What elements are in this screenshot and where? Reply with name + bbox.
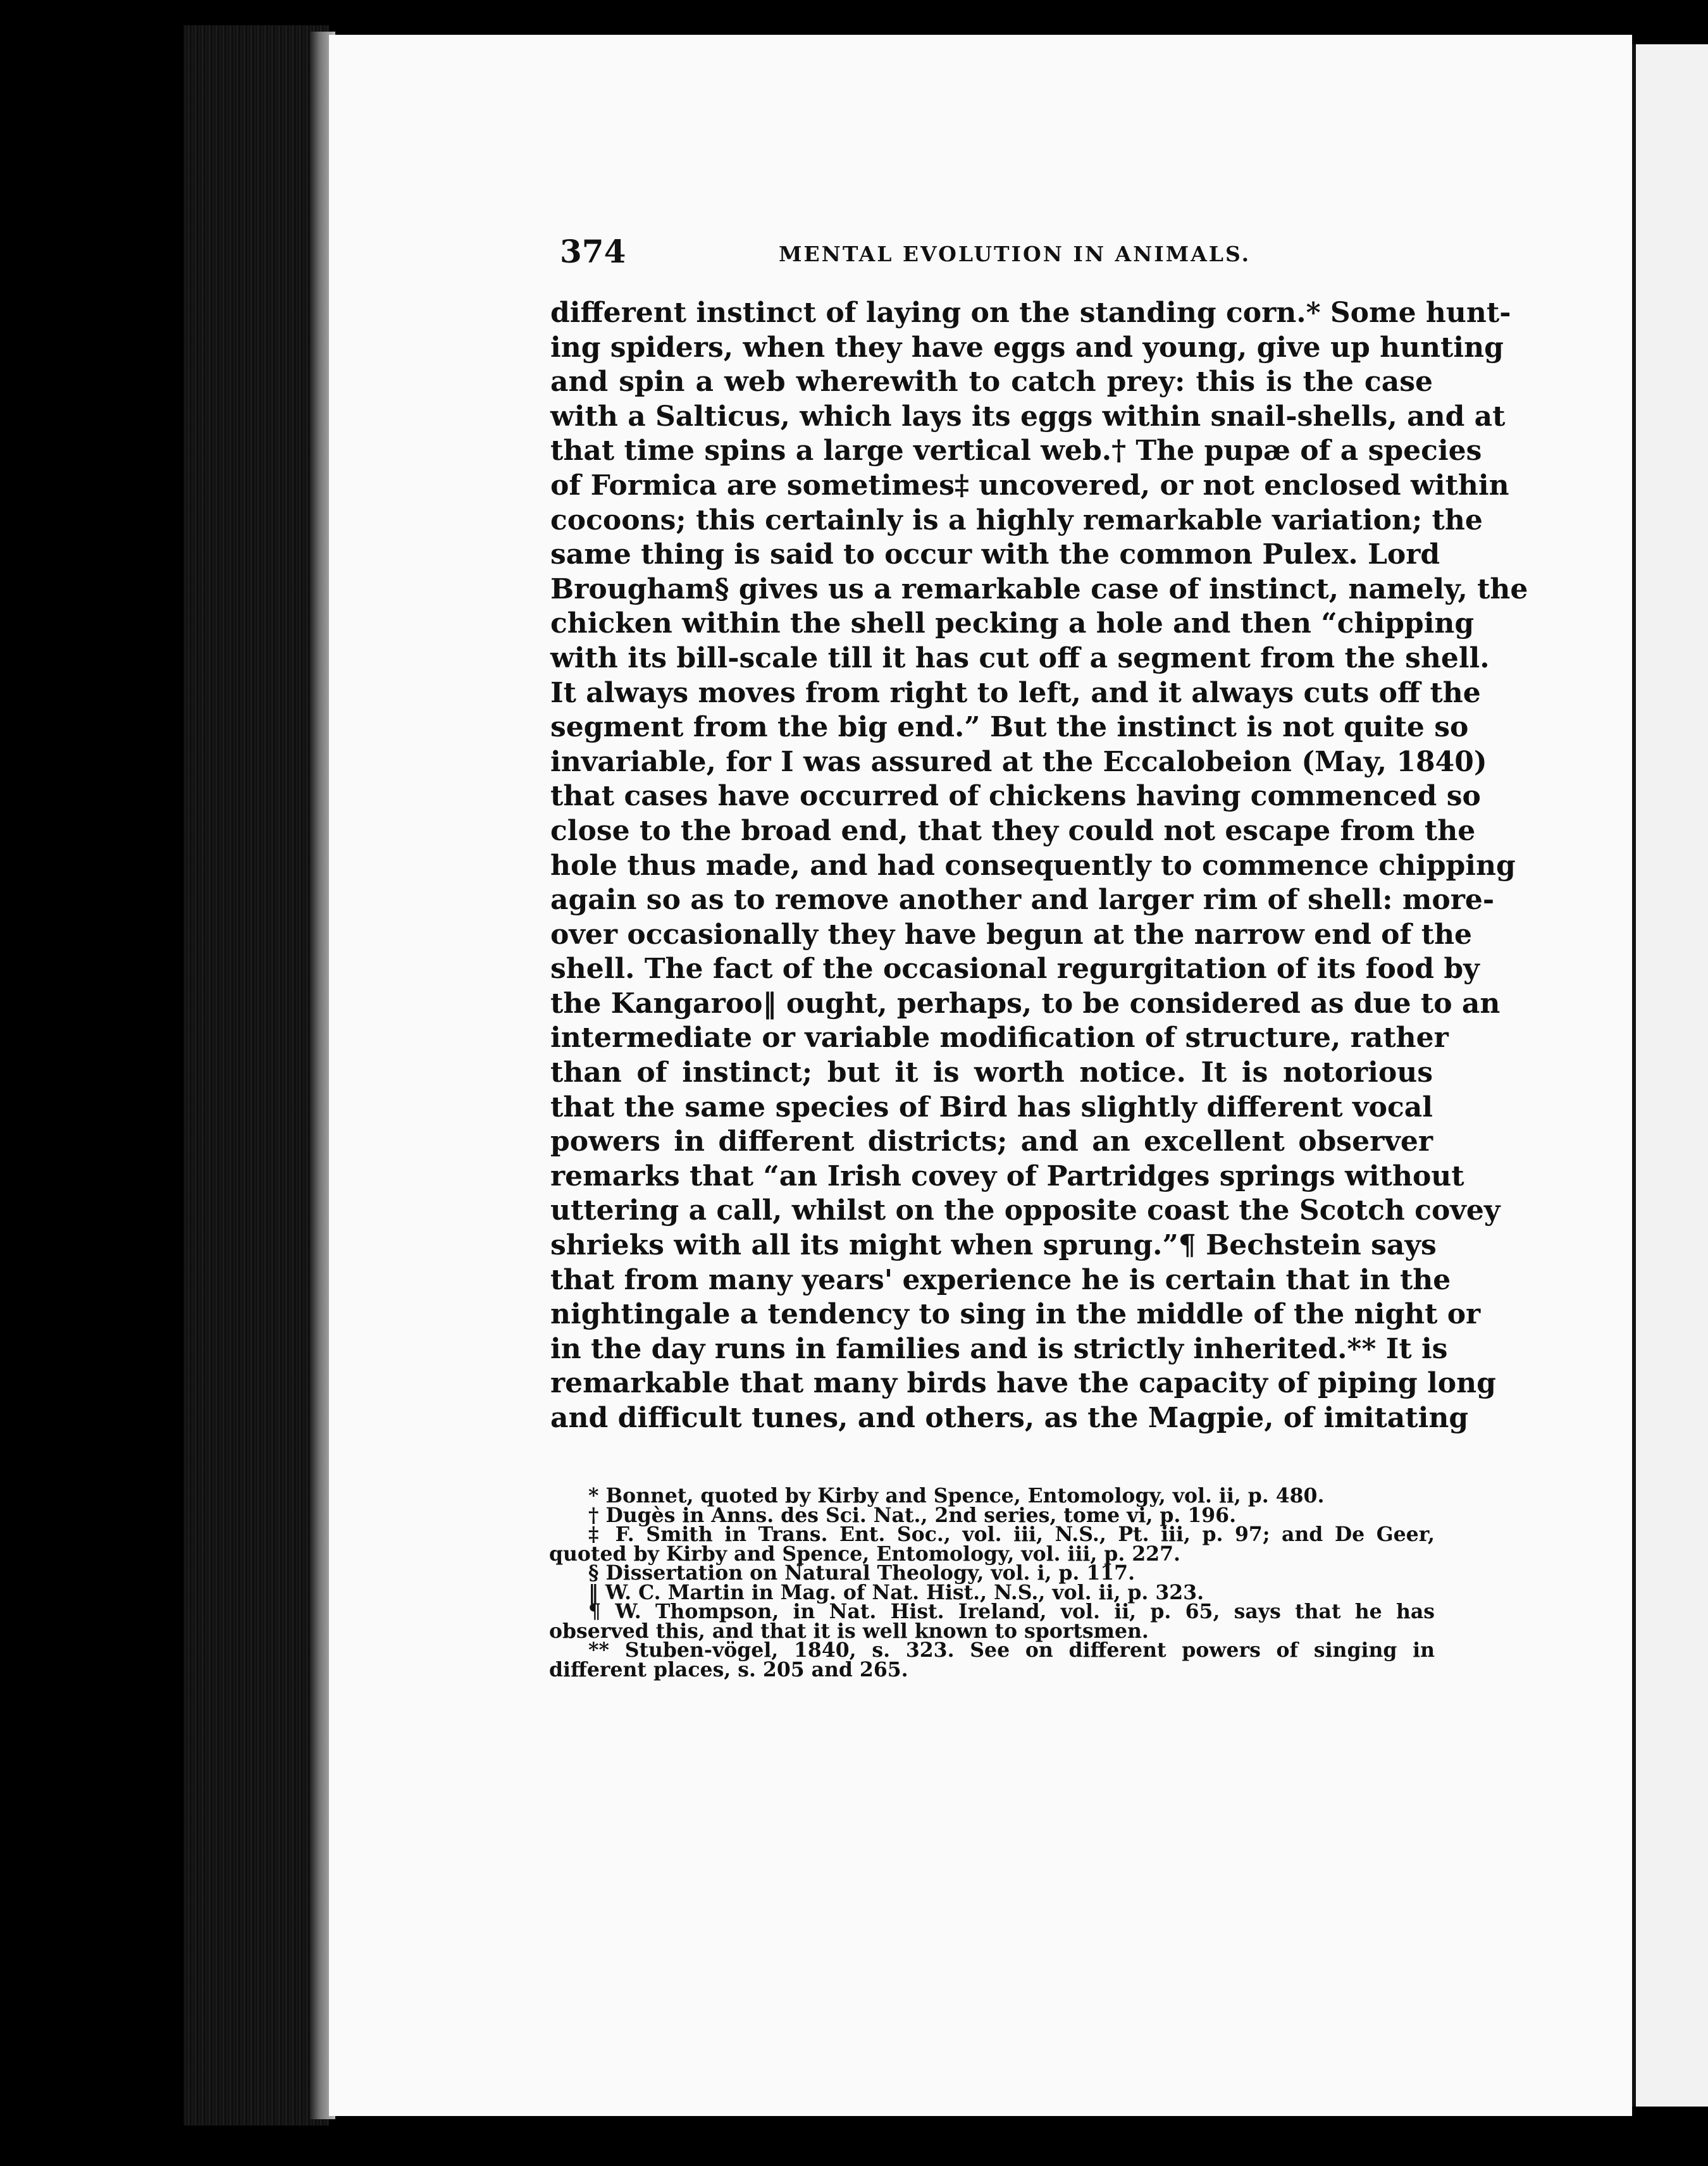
body-line: that time spins a large vertical web.† The pupæ of a species [550,435,1482,467]
footnote: ** Stuben-vögel, 1840, s. 323. See on different powers of singing in [588,1638,1435,1662]
page-header [560,233,1433,277]
body-text [550,296,1528,1436]
body-line: that cases have occurred of chickens having commenced so [550,780,1481,813]
body-line: that from many years' experience he is certain that in the [550,1263,1451,1296]
footnote-continuation: quoted by Kirby and Spence, Entomology, vol. iii, p. 227. [549,1542,1180,1566]
body-line: remarkable that many birds have the capacity of piping long [550,1367,1496,1400]
body-line: over occasionally they have begun at the narrow end of the [550,918,1473,951]
footnote: ¶ W. Thompson, in Nat. Hist. Ireland, vol. ii, p. 65, says that he has [588,1600,1435,1623]
body-line: chicken within the shell pecking a hole and then “chipping [550,607,1475,640]
body-line: with its bill-scale till it has cut off a segment from the shell. [550,641,1490,674]
footnote: * Bonnet, quoted by Kirby and Spence, Entomology, vol. ii, p. 480. [588,1484,1325,1507]
body-line: and spin a web wherewith to catch prey: this is the case [550,366,1433,399]
body-line: again so as to remove another and larger rim of shell: more- [550,884,1495,917]
body-line: cocoons; this certainly is a highly remarkable variation; the [550,504,1483,536]
facing-page-edge [1632,44,1708,2107]
body-line: remarks that “an Irish covey of Partridges springs without [550,1160,1464,1192]
body-line: uttering a call, whilst on the opposite coast the Scotch covey [550,1194,1501,1227]
body-line: shrieks with all its might when sprung.”¶ Bechstein says [550,1229,1437,1262]
body-line: than of instinct; but it is worth notice. It is notorious [550,1056,1433,1089]
body-line: It always moves from right to left, and it always cuts off the [550,676,1481,709]
body-line: different instinct of laying on the standing corn.* Some hunt- [550,297,1511,329]
body-line: segment from the big end.” But the instinct is not quite so [550,711,1469,744]
body-line: of Formica are sometimes‡ uncovered, or not enclosed within [550,469,1509,502]
footnote: ‡ F. Smith in Trans. Ent. Soc., vol. iii, N.S., Pt. iii, p. 97; and De Geer, [588,1523,1435,1546]
footnote-continuation: different places, s. 205 and 265. [549,1657,908,1681]
footnote: ‖ W. C. Martin in Mag. of Nat. Hist., N.S., vol. ii, p. 323. [588,1580,1204,1604]
footnote-continuation: observed this, and that it is well known to sportsmen. [549,1619,1149,1643]
body-line: same thing is said to occur with the common Pulex. Lord [550,538,1440,571]
book-page-edges [183,25,329,2126]
body-line: powers in different districts; and an excellent observer [550,1125,1433,1158]
footnotes [549,1484,1435,1681]
body-line: and difficult tunes, and others, as the Magpie, of imitating [550,1402,1469,1434]
body-line: hole thus made, and had consequently to commence chipping [550,849,1516,882]
body-line: with a Salticus, which lays its eggs within snail-shells, and at [550,400,1506,433]
body-line: shell. The fact of the occasional regurgitation of its food by [550,953,1480,986]
footnote: † Dugès in Anns. des Sci. Nat., 2nd series, tome vi, p. 196. [588,1503,1237,1527]
body-line: nightingale a tendency to sing in the middle of the night or [550,1298,1481,1331]
body-line: invariable, for I was assured at the Eccalobeion (May, 1840) [550,745,1487,778]
body-line: that the same species of Bird has slightly different vocal [550,1091,1433,1123]
running-title: MENTAL EVOLUTION IN ANIMALS. [779,242,1251,266]
body-line: in the day runs in families and is strictly inherited.** It is [550,1332,1448,1365]
footnote: § Dissertation on Natural Theology, vol. i, p. 117. [588,1561,1136,1585]
body-line: ing spiders, when they have eggs and young, give up hunting [550,331,1504,364]
body-line: the Kangaroo‖ ought, perhaps, to be considered as due to an [550,987,1501,1020]
body-line: close to the broad end, that they could not escape from the [550,814,1476,847]
body-line: Brougham§ gives us a remarkable case of instinct, namely, the [550,572,1528,605]
page-number: 374 [560,233,626,270]
body-line: intermediate or variable modification of structure, rather [550,1022,1449,1055]
